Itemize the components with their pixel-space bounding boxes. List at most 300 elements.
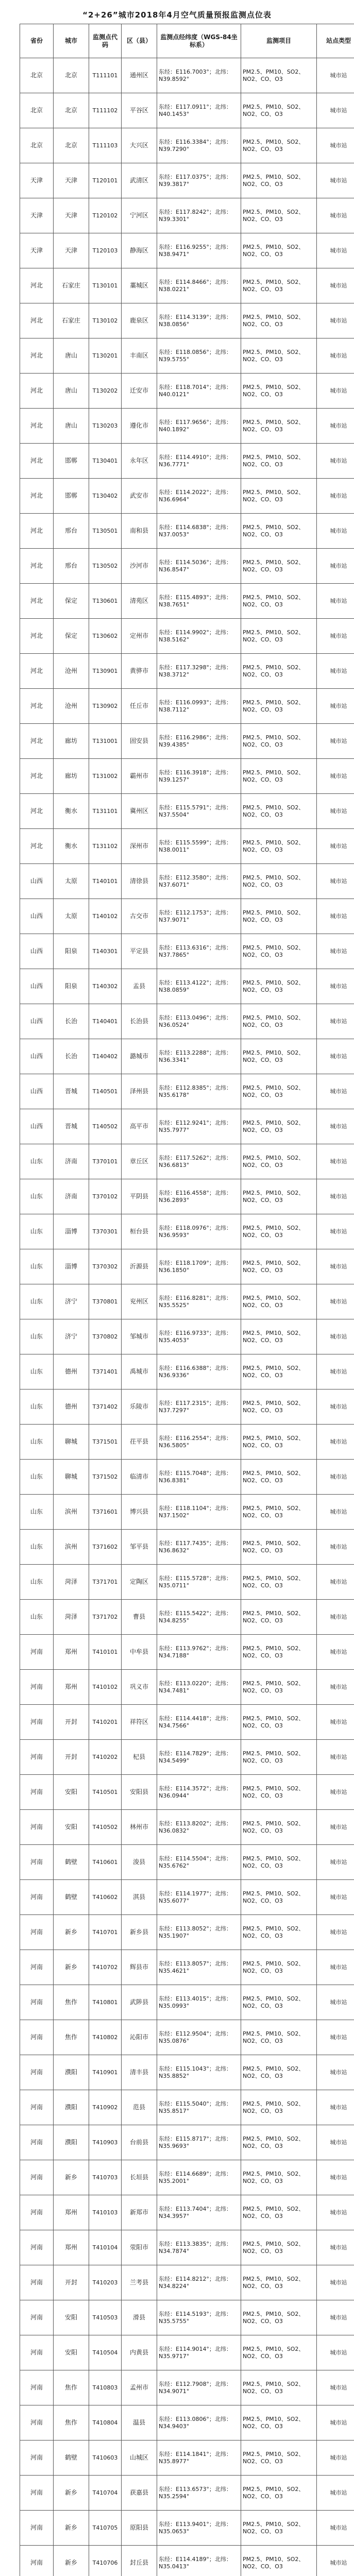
table-row xyxy=(20,654,354,689)
cell-items: PM2.5、PM10、SO2、NO2、CO、O3 xyxy=(241,829,317,864)
cell-site-type: 城市站 xyxy=(317,198,354,233)
cell-city: 天津 xyxy=(54,198,89,233)
cell-province: 山东 xyxy=(20,1600,54,1635)
cell-code: T410602 xyxy=(89,1880,122,1915)
cell-city: 开封 xyxy=(54,2265,89,2300)
cell-coordinates: 东经：E117.3298°；北纬：N38.3712° xyxy=(157,654,241,689)
cell-coordinates: 东经：E113.7404°；北纬：N34.3957° xyxy=(157,2195,241,2230)
cell-province: 河南 xyxy=(20,2090,54,2125)
cell-city: 衡水 xyxy=(54,794,89,829)
monitoring-sites-table xyxy=(20,24,354,2576)
cell-city: 唐山 xyxy=(54,338,89,374)
cell-items: PM2.5、PM10、SO2、NO2、CO、O3 xyxy=(241,2090,317,2125)
cell-coordinates: 东经：E115.7048°；北纬：N36.8381° xyxy=(157,1460,241,1495)
cell-site-type: 城市站 xyxy=(317,584,354,619)
table-row xyxy=(20,2546,354,2576)
cell-province: 河南 xyxy=(20,1845,54,1880)
cell-county: 高平市 xyxy=(122,1109,157,1144)
cell-county: 禹城市 xyxy=(122,1354,157,1389)
table-row xyxy=(20,2300,354,2335)
cell-county: 盂县 xyxy=(122,969,157,1004)
cell-county: 荥阳市 xyxy=(122,2230,157,2265)
cell-province: 天津 xyxy=(20,198,54,233)
cell-code: T130502 xyxy=(89,549,122,584)
cell-coordinates: 东经：E116.2986°；北纬：N39.4385° xyxy=(157,724,241,759)
cell-city: 郑州 xyxy=(54,2230,89,2265)
cell-coordinates: 东经：E113.2288°；北纬：N36.3341° xyxy=(157,1039,241,1074)
cell-code: T410903 xyxy=(89,2125,122,2160)
cell-county: 平谷区 xyxy=(122,93,157,128)
cell-province: 山西 xyxy=(20,1039,54,1074)
cell-county: 清丰县 xyxy=(122,2055,157,2090)
cell-items: PM2.5、PM10、SO2、NO2、CO、O3 xyxy=(241,303,317,338)
cell-items: PM2.5、PM10、SO2、NO2、CO、O3 xyxy=(241,934,317,969)
cell-items: PM2.5、PM10、SO2、NO2、CO、O3 xyxy=(241,1109,317,1144)
cell-province: 北京 xyxy=(20,128,54,163)
cell-code: T130901 xyxy=(89,654,122,689)
cell-city: 晋城 xyxy=(54,1074,89,1109)
cell-county: 武陟县 xyxy=(122,1985,157,2020)
cell-items: PM2.5、PM10、SO2、NO2、CO、O3 xyxy=(241,1389,317,1425)
table-row xyxy=(20,1319,354,1354)
cell-items: PM2.5、PM10、SO2、NO2、CO、O3 xyxy=(241,1845,317,1880)
cell-city: 新乡 xyxy=(54,2160,89,2195)
cell-province: 山西 xyxy=(20,969,54,1004)
cell-coordinates: 东经：E112.9241°；北纬：N35.7977° xyxy=(157,1109,241,1144)
cell-site-type: 城市站 xyxy=(317,1284,354,1319)
table-row xyxy=(20,1705,354,1740)
cell-code: T410706 xyxy=(89,2546,122,2576)
cell-site-type: 城市站 xyxy=(317,1740,354,1775)
cell-coordinates: 东经：E116.2554°；北纬：N36.5805° xyxy=(157,1425,241,1460)
cell-items: PM2.5、PM10、SO2、NO2、CO、O3 xyxy=(241,1600,317,1635)
cell-province: 河南 xyxy=(20,2405,54,2441)
table-row xyxy=(20,794,354,829)
cell-site-type: 城市站 xyxy=(317,2055,354,2090)
cell-site-type: 城市站 xyxy=(317,303,354,338)
cell-code: T130202 xyxy=(89,374,122,409)
table-row xyxy=(20,338,354,374)
cell-items: PM2.5、PM10、SO2、NO2、CO、O3 xyxy=(241,1740,317,1775)
cell-coordinates: 东经：E114.7829°；北纬：N34.5499° xyxy=(157,1740,241,1775)
cell-city: 新乡 xyxy=(54,1915,89,1950)
cell-code: T410601 xyxy=(89,1845,122,1880)
cell-site-type: 城市站 xyxy=(317,1565,354,1600)
cell-coordinates: 东经：E112.1753°；北纬：N37.9071° xyxy=(157,899,241,934)
table-row xyxy=(20,1389,354,1425)
cell-province: 山西 xyxy=(20,1074,54,1109)
cell-code: T140502 xyxy=(89,1109,122,1144)
cell-items: PM2.5、PM10、SO2、NO2、CO、O3 xyxy=(241,1039,317,1074)
cell-coordinates: 东经：E116.0993°；北纬：N38.7112° xyxy=(157,689,241,724)
cell-coordinates: 东经：E114.5036°；北纬：N36.8547° xyxy=(157,549,241,584)
cell-city: 焦作 xyxy=(54,2405,89,2441)
table-row xyxy=(20,128,354,163)
table-row xyxy=(20,829,354,864)
cell-coordinates: 东经：E115.5422°；北纬：N34.8255° xyxy=(157,1600,241,1635)
cell-city: 唐山 xyxy=(54,374,89,409)
cell-site-type: 城市站 xyxy=(317,2020,354,2055)
cell-county: 丰南区 xyxy=(122,338,157,374)
cell-site-type: 城市站 xyxy=(317,794,354,829)
cell-province: 山西 xyxy=(20,934,54,969)
cell-county: 沙河市 xyxy=(122,549,157,584)
cell-county: 定州市 xyxy=(122,619,157,654)
cell-coordinates: 东经：E113.4122°；北纬：N38.0859° xyxy=(157,969,241,1004)
cell-code: T410603 xyxy=(89,2441,122,2476)
cell-code: T410103 xyxy=(89,2195,122,2230)
cell-county: 博兴县 xyxy=(122,1495,157,1530)
cell-city: 太原 xyxy=(54,864,89,899)
cell-county: 沁阳市 xyxy=(122,2020,157,2055)
cell-items: PM2.5、PM10、SO2、NO2、CO、O3 xyxy=(241,1880,317,1915)
cell-county: 平阴县 xyxy=(122,1179,157,1214)
cell-province: 河南 xyxy=(20,2055,54,2090)
cell-province: 河北 xyxy=(20,479,54,514)
header-items: 监测项目 xyxy=(241,24,317,58)
cell-city: 邢台 xyxy=(54,549,89,584)
cell-items: PM2.5、PM10、SO2、NO2、CO、O3 xyxy=(241,794,317,829)
cell-site-type: 城市站 xyxy=(317,1985,354,2020)
table-row xyxy=(20,2230,354,2265)
cell-site-type: 城市站 xyxy=(317,969,354,1004)
cell-items: PM2.5、PM10、SO2、NO2、CO、O3 xyxy=(241,444,317,479)
table-row xyxy=(20,724,354,759)
cell-site-type: 城市站 xyxy=(317,1004,354,1039)
cell-site-type: 城市站 xyxy=(317,2511,354,2546)
cell-items: PM2.5、PM10、SO2、NO2、CO、O3 xyxy=(241,1460,317,1495)
header-code: 监测点代码 xyxy=(89,24,122,58)
cell-site-type: 城市站 xyxy=(317,2230,354,2265)
table-row xyxy=(20,584,354,619)
cell-items: PM2.5、PM10、SO2、NO2、CO、O3 xyxy=(241,969,317,1004)
cell-city: 安阳 xyxy=(54,2335,89,2370)
cell-province: 山东 xyxy=(20,1565,54,1600)
cell-province: 山东 xyxy=(20,1319,54,1354)
cell-county: 乐陵市 xyxy=(122,1389,157,1425)
cell-coordinates: 东经：E113.9762°；北纬：N34.7188° xyxy=(157,1635,241,1670)
table-row xyxy=(20,1425,354,1460)
cell-coordinates: 东经：E112.9504°；北纬：N35.0876° xyxy=(157,2020,241,2055)
cell-items: PM2.5、PM10、SO2、NO2、CO、O3 xyxy=(241,2476,317,2511)
cell-site-type: 城市站 xyxy=(317,58,354,93)
cell-county: 范县 xyxy=(122,2090,157,2125)
table-row xyxy=(20,198,354,233)
cell-items: PM2.5、PM10、SO2、NO2、CO、O3 xyxy=(241,1775,317,1810)
cell-site-type: 城市站 xyxy=(317,1144,354,1179)
cell-province: 河北 xyxy=(20,689,54,724)
cell-coordinates: 东经：E117.7435°；北纬：N36.8632° xyxy=(157,1530,241,1565)
cell-city: 郑州 xyxy=(54,1670,89,1705)
cell-code: T130602 xyxy=(89,619,122,654)
cell-city: 滨州 xyxy=(54,1495,89,1530)
cell-items: PM2.5、PM10、SO2、NO2、CO、O3 xyxy=(241,899,317,934)
cell-city: 德州 xyxy=(54,1389,89,1425)
cell-coordinates: 东经：E114.2022°；北纬：N36.6964° xyxy=(157,479,241,514)
cell-county: 武清区 xyxy=(122,163,157,198)
cell-site-type: 城市站 xyxy=(317,1319,354,1354)
cell-coordinates: 东经：E116.8281°；北纬：N35.5525° xyxy=(157,1284,241,1319)
cell-code: T410802 xyxy=(89,2020,122,2055)
table-row xyxy=(20,1880,354,1915)
cell-items: PM2.5、PM10、SO2、NO2、CO、O3 xyxy=(241,93,317,128)
cell-county: 曹县 xyxy=(122,1600,157,1635)
cell-items: PM2.5、PM10、SO2、NO2、CO、O3 xyxy=(241,619,317,654)
table-row xyxy=(20,689,354,724)
cell-province: 河南 xyxy=(20,2160,54,2195)
cell-site-type: 城市站 xyxy=(317,619,354,654)
cell-county: 清徐县 xyxy=(122,864,157,899)
cell-code: T410803 xyxy=(89,2370,122,2405)
cell-site-type: 城市站 xyxy=(317,1950,354,1985)
cell-items: PM2.5、PM10、SO2、NO2、CO、O3 xyxy=(241,409,317,444)
cell-site-type: 城市站 xyxy=(317,1179,354,1214)
cell-code: T120103 xyxy=(89,233,122,268)
cell-code: T131002 xyxy=(89,759,122,794)
page-title: “2+26”城市2018年4月空气质量预报监测点位表 xyxy=(82,10,272,20)
cell-site-type: 城市站 xyxy=(317,1214,354,1249)
cell-code: T410801 xyxy=(89,1985,122,2020)
cell-province: 河北 xyxy=(20,794,54,829)
cell-items: PM2.5、PM10、SO2、NO2、CO、O3 xyxy=(241,1950,317,1985)
cell-coordinates: 东经：E114.1977°；北纬：N35.6077° xyxy=(157,1880,241,1915)
cell-city: 济南 xyxy=(54,1179,89,1214)
cell-county: 固安县 xyxy=(122,724,157,759)
cell-items: PM2.5、PM10、SO2、NO2、CO、O3 xyxy=(241,654,317,689)
cell-items: PM2.5、PM10、SO2、NO2、CO、O3 xyxy=(241,479,317,514)
header-city: 城市 xyxy=(54,24,89,58)
cell-items: PM2.5、PM10、SO2、NO2、CO、O3 xyxy=(241,2265,317,2300)
table-row xyxy=(20,969,354,1004)
cell-county: 南和县 xyxy=(122,514,157,549)
cell-items: PM2.5、PM10、SO2、NO2、CO、O3 xyxy=(241,1425,317,1460)
cell-code: T140501 xyxy=(89,1074,122,1109)
cell-items: PM2.5、PM10、SO2、NO2、CO、O3 xyxy=(241,1354,317,1389)
cell-items: PM2.5、PM10、SO2、NO2、CO、O3 xyxy=(241,759,317,794)
cell-coordinates: 东经：E112.7908°；北纬：N34.9071° xyxy=(157,2370,241,2405)
cell-province: 河南 xyxy=(20,2370,54,2405)
cell-province: 山东 xyxy=(20,1144,54,1179)
cell-coordinates: 东经：E116.7003°；北纬：N39.8592° xyxy=(157,58,241,93)
cell-city: 北京 xyxy=(54,93,89,128)
table-row xyxy=(20,1670,354,1705)
cell-province: 河北 xyxy=(20,303,54,338)
cell-site-type: 城市站 xyxy=(317,374,354,409)
table-row xyxy=(20,1495,354,1530)
cell-coordinates: 东经：E114.5504°；北纬：N35.6762° xyxy=(157,1845,241,1880)
table-row xyxy=(20,2441,354,2476)
cell-coordinates: 东经：E114.8466°；北纬：N38.0221° xyxy=(157,268,241,303)
cell-coordinates: 东经：E113.0220°；北纬：N34.7481° xyxy=(157,1670,241,1705)
table-header-row xyxy=(20,24,354,58)
cell-code: T410501 xyxy=(89,1775,122,1810)
cell-province: 河南 xyxy=(20,2511,54,2546)
table-row xyxy=(20,899,354,934)
cell-city: 廊坊 xyxy=(54,724,89,759)
cell-items: PM2.5、PM10、SO2、NO2、CO、O3 xyxy=(241,1179,317,1214)
cell-items: PM2.5、PM10、SO2、NO2、CO、O3 xyxy=(241,1214,317,1249)
cell-code: T130401 xyxy=(89,444,122,479)
cell-province: 河南 xyxy=(20,2335,54,2370)
cell-site-type: 城市站 xyxy=(317,444,354,479)
cell-site-type: 城市站 xyxy=(317,93,354,128)
cell-coordinates: 东经：E118.0976°；北纬：N36.9593° xyxy=(157,1214,241,1249)
cell-city: 新乡 xyxy=(54,1950,89,1985)
cell-coordinates: 东经：E115.5728°；北纬：N35.0711° xyxy=(157,1565,241,1600)
cell-city: 济宁 xyxy=(54,1284,89,1319)
cell-city: 邯郸 xyxy=(54,479,89,514)
cell-coordinates: 东经：E113.9401°；北纬：N35.0653° xyxy=(157,2511,241,2546)
cell-site-type: 城市站 xyxy=(317,1635,354,1670)
cell-city: 济宁 xyxy=(54,1319,89,1354)
cell-province: 山东 xyxy=(20,1389,54,1425)
table-row xyxy=(20,1565,354,1600)
cell-city: 天津 xyxy=(54,163,89,198)
cell-code: T410705 xyxy=(89,2511,122,2546)
cell-coordinates: 东经：E114.1841°；北纬：N35.8977° xyxy=(157,2441,241,2476)
cell-site-type: 城市站 xyxy=(317,1775,354,1810)
cell-code: T140401 xyxy=(89,1004,122,1039)
cell-city: 新乡 xyxy=(54,2476,89,2511)
header-county: 区（县） xyxy=(122,24,157,58)
cell-coordinates: 东经：E113.8052°；北纬：N35.1907° xyxy=(157,1915,241,1950)
table-row xyxy=(20,2055,354,2090)
cell-code: T370101 xyxy=(89,1144,122,1179)
cell-code: T140101 xyxy=(89,864,122,899)
header-site-type: 站点类型 xyxy=(317,24,354,58)
cell-items: PM2.5、PM10、SO2、NO2、CO、O3 xyxy=(241,2370,317,2405)
cell-province: 河南 xyxy=(20,1635,54,1670)
cell-site-type: 城市站 xyxy=(317,2370,354,2405)
cell-items: PM2.5、PM10、SO2、NO2、CO、O3 xyxy=(241,128,317,163)
cell-site-type: 城市站 xyxy=(317,689,354,724)
cell-province: 山东 xyxy=(20,1214,54,1249)
cell-items: PM2.5、PM10、SO2、NO2、CO、O3 xyxy=(241,2546,317,2576)
cell-code: T120101 xyxy=(89,163,122,198)
cell-coordinates: 东经：E115.8717°；北纬：N35.9693° xyxy=(157,2125,241,2160)
cell-city: 淄博 xyxy=(54,1249,89,1284)
cell-city: 衡水 xyxy=(54,829,89,864)
cell-coordinates: 东经：E114.4189°；北纬：N35.0413° xyxy=(157,2546,241,2576)
cell-city: 石家庄 xyxy=(54,303,89,338)
cell-site-type: 城市站 xyxy=(317,2125,354,2160)
cell-coordinates: 东经：E116.4558°；北纬：N36.2893° xyxy=(157,1179,241,1214)
cell-county: 定陶区 xyxy=(122,1565,157,1600)
table-row xyxy=(20,1985,354,2020)
cell-items: PM2.5、PM10、SO2、NO2、CO、O3 xyxy=(241,1565,317,1600)
cell-city: 郑州 xyxy=(54,2195,89,2230)
cell-site-type: 城市站 xyxy=(317,2335,354,2370)
cell-city: 德州 xyxy=(54,1354,89,1389)
cell-county: 泽州县 xyxy=(122,1074,157,1109)
cell-code: T130601 xyxy=(89,584,122,619)
cell-county: 深州市 xyxy=(122,829,157,864)
cell-county: 新郑市 xyxy=(122,2195,157,2230)
cell-county: 原阳县 xyxy=(122,2511,157,2546)
cell-county: 霸州市 xyxy=(122,759,157,794)
cell-coordinates: 东经：E114.9014°；北纬：N35.9717° xyxy=(157,2335,241,2370)
cell-coordinates: 东经：E113.6316°；北纬：N37.7865° xyxy=(157,934,241,969)
cell-county: 滑县 xyxy=(122,2300,157,2335)
cell-coordinates: 东经：E115.5599°；北纬：N38.0011° xyxy=(157,829,241,864)
cell-county: 遵化市 xyxy=(122,409,157,444)
cell-items: PM2.5、PM10、SO2、NO2、CO、O3 xyxy=(241,2511,317,2546)
table-row xyxy=(20,1249,354,1284)
cell-county: 鹿泉区 xyxy=(122,303,157,338)
cell-code: T410202 xyxy=(89,1740,122,1775)
cell-code: T410902 xyxy=(89,2090,122,2125)
table-row xyxy=(20,479,354,514)
table-row xyxy=(20,1179,354,1214)
cell-province: 山东 xyxy=(20,1530,54,1565)
cell-items: PM2.5、PM10、SO2、NO2、CO、O3 xyxy=(241,2335,317,2370)
cell-code: T140302 xyxy=(89,969,122,1004)
cell-code: T371601 xyxy=(89,1495,122,1530)
cell-province: 山东 xyxy=(20,1425,54,1460)
cell-coordinates: 东经：E118.7014°；北纬：N40.0121° xyxy=(157,374,241,409)
table-row xyxy=(20,303,354,338)
cell-coordinates: 东经：E113.0496°；北纬：N36.0524° xyxy=(157,1004,241,1039)
cell-county: 辉县市 xyxy=(122,1950,157,1985)
cell-site-type: 城市站 xyxy=(317,2300,354,2335)
table-row xyxy=(20,619,354,654)
table-row xyxy=(20,1950,354,1985)
cell-site-type: 城市站 xyxy=(317,1810,354,1845)
table-row xyxy=(20,58,354,93)
cell-province: 河南 xyxy=(20,1950,54,1985)
table-row xyxy=(20,1460,354,1495)
cell-county: 兰考县 xyxy=(122,2265,157,2300)
table-row xyxy=(20,1635,354,1670)
cell-code: T370802 xyxy=(89,1319,122,1354)
cell-site-type: 城市站 xyxy=(317,2195,354,2230)
cell-code: T410201 xyxy=(89,1705,122,1740)
cell-province: 河北 xyxy=(20,268,54,303)
cell-coordinates: 东经：E114.3572°；北纬：N36.0944° xyxy=(157,1775,241,1810)
header-province: 省份 xyxy=(20,24,54,58)
cell-site-type: 城市站 xyxy=(317,1460,354,1495)
cell-province: 河北 xyxy=(20,724,54,759)
table-row xyxy=(20,1740,354,1775)
cell-province: 山东 xyxy=(20,1495,54,1530)
cell-county: 浚县 xyxy=(122,1845,157,1880)
cell-site-type: 城市站 xyxy=(317,2546,354,2576)
table-row xyxy=(20,549,354,584)
cell-county: 淇县 xyxy=(122,1880,157,1915)
cell-site-type: 城市站 xyxy=(317,233,354,268)
cell-province: 河南 xyxy=(20,2230,54,2265)
cell-county: 兖州区 xyxy=(122,1284,157,1319)
cell-site-type: 城市站 xyxy=(317,268,354,303)
cell-code: T111102 xyxy=(89,93,122,128)
cell-province: 河北 xyxy=(20,374,54,409)
cell-site-type: 城市站 xyxy=(317,2476,354,2511)
cell-city: 太原 xyxy=(54,899,89,934)
table-row xyxy=(20,1775,354,1810)
cell-province: 河北 xyxy=(20,409,54,444)
cell-city: 聊城 xyxy=(54,1425,89,1460)
table-row xyxy=(20,233,354,268)
cell-code: T410701 xyxy=(89,1915,122,1950)
cell-items: PM2.5、PM10、SO2、NO2、CO、O3 xyxy=(241,1670,317,1705)
cell-city: 北京 xyxy=(54,58,89,93)
table-row xyxy=(20,444,354,479)
cell-province: 山东 xyxy=(20,1179,54,1214)
cell-province: 河南 xyxy=(20,1740,54,1775)
cell-items: PM2.5、PM10、SO2、NO2、CO、O3 xyxy=(241,2300,317,2335)
cell-county: 桓台县 xyxy=(122,1214,157,1249)
cell-city: 滨州 xyxy=(54,1530,89,1565)
